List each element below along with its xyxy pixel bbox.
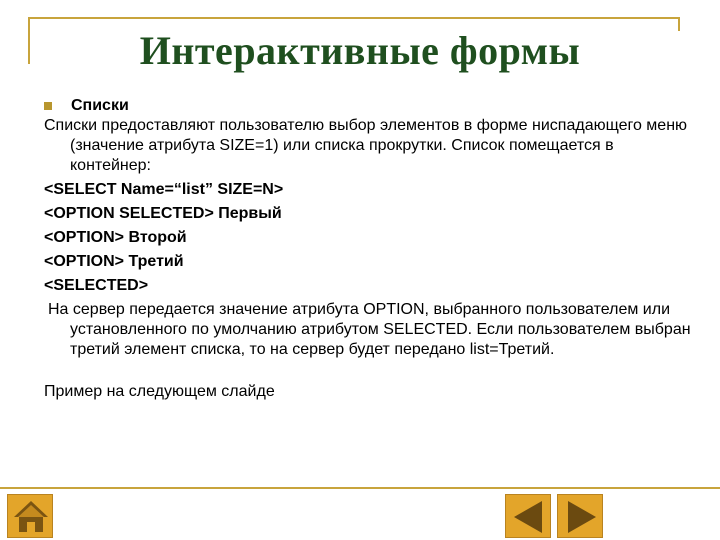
code-line: <OPTION> Второй <box>44 229 187 246</box>
code-line: <SELECT Name=“list” SIZE=N> <box>44 181 284 198</box>
home-button[interactable] <box>7 494 53 538</box>
code-line: <SELECTED> <box>44 277 149 294</box>
frame-top-line <box>28 17 680 19</box>
code-block <box>44 178 694 298</box>
slide-content <box>44 96 694 402</box>
triangle-right-icon <box>558 495 604 539</box>
code-line: <OPTION SELECTED> Первый <box>44 205 282 222</box>
previous-slide-button[interactable] <box>505 494 551 538</box>
square-bullet-icon <box>44 102 52 110</box>
slide-title: Интерактивные формы <box>139 28 581 73</box>
intro-paragraph: Списки предоставляют пользователю выбор элементов в форме ниспадающего меню (значение атрибута SIZE=1) или списка прокрутки. Список помещается в контейнер: <box>44 117 688 174</box>
frame-bottom-line <box>0 487 720 489</box>
footer-note: Пример на следующем слайде <box>44 383 275 400</box>
triangle-left-icon <box>506 495 552 539</box>
bullet-item <box>44 96 694 116</box>
next-slide-button[interactable] <box>557 494 603 538</box>
code-line: <OPTION> Третий <box>44 253 184 270</box>
explanation-paragraph: На сервер передается значение атрибута OPTION, выбранного пользователем или установленного по умолчанию атрибутом SELECTED. Если пользователем выбран третий элемент списка, то на сервер будет передано list=Третий. <box>48 301 691 358</box>
home-icon <box>8 495 54 539</box>
bullet-label: Списки <box>71 97 129 114</box>
